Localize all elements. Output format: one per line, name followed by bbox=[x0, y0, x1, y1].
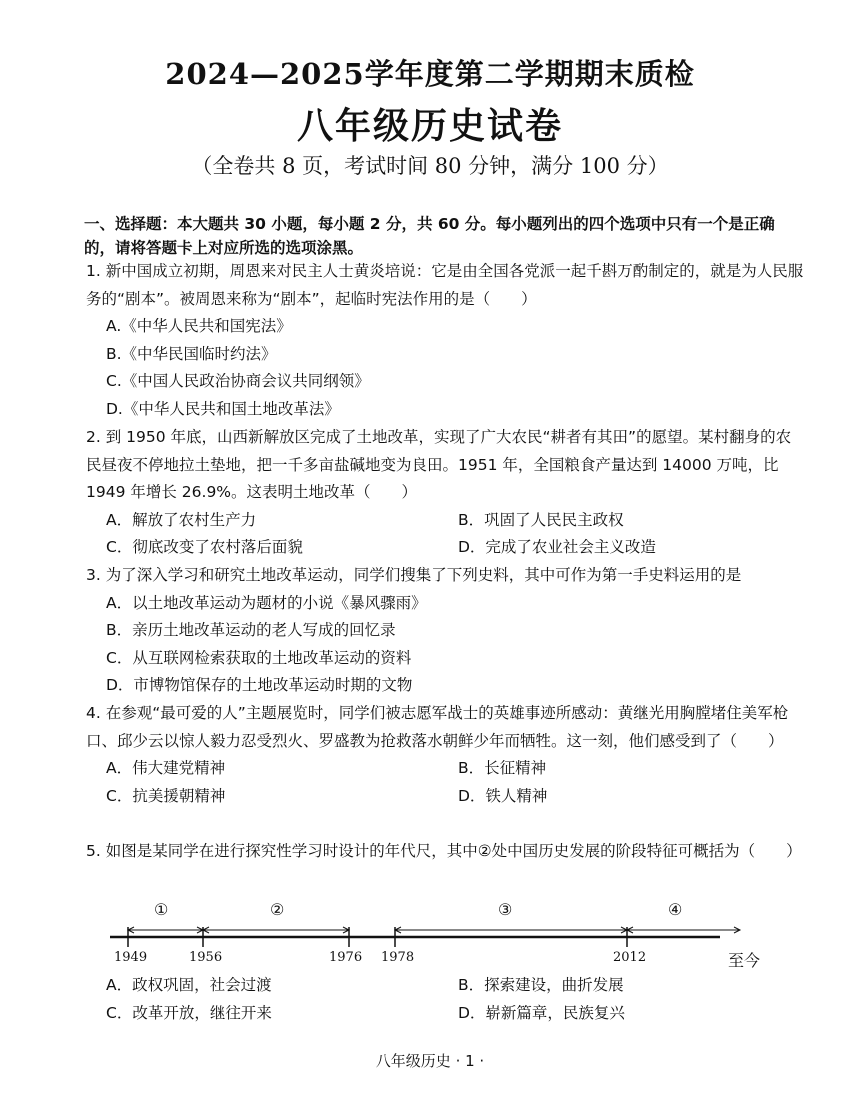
timeline-graphic bbox=[100, 898, 800, 978]
option-b: B.《中华民国临时约法》 bbox=[106, 344, 277, 363]
question-5-options bbox=[86, 972, 806, 1027]
option-a: A.《中华人民共和国宪法》 bbox=[106, 317, 292, 335]
option-c: C．从互联网检索获取的土地改革运动的资料 bbox=[106, 648, 412, 667]
question-4 bbox=[86, 700, 806, 810]
option-b: B．亲历土地改革运动的老人写成的回忆录 bbox=[106, 621, 396, 639]
segment-label-2: ② bbox=[270, 900, 285, 919]
option-c: C．抗美援朝精神 bbox=[106, 786, 226, 805]
segment-label-3: ③ bbox=[498, 900, 513, 919]
option-d: D.《中华人民共和国土地改革法》 bbox=[106, 399, 340, 418]
question-stem: 1. 新中国成立初期，周恩来对民主人士黄炎培说：它是由全国各党派一起千斟万酌制定的，就是为人民服务的“剧本”。被周恩来称为“剧本”，起临时宪法作用的是（ ） bbox=[86, 262, 804, 308]
options-grid bbox=[86, 507, 806, 562]
year-label: 1956 bbox=[189, 950, 223, 965]
exam-term-title: 2024—2025学年度第二学期期末质检 bbox=[165, 57, 695, 91]
options-grid bbox=[86, 972, 806, 1027]
exam-info: （全卷共 8 页，考试时间 80 分钟，满分 100 分） bbox=[191, 154, 669, 178]
section-instructions: 一、选择题：本大题共 30 小题，每小题 2 分，共 60 分。每小题列出的四个选项中只有一个是正确的，请将答题卡上对应所选的选项涂黑。 bbox=[84, 215, 775, 257]
page-footer: 八年级历史 · 1 · bbox=[375, 1052, 485, 1070]
year-label: 1949 bbox=[114, 950, 148, 965]
question-stem: 4. 在参观“最可爱的人”主题展览时，同学们被志愿军战士的英雄事迹所感动：黄继光用胸膛堵住美军枪口、邱少云以惊人毅力忍受烈火、罗盛教为抢救落水朝鲜少年而牺牲。这一刻，他们感受到了（ ） bbox=[86, 704, 789, 750]
exam-subject-title: 八年级历史试卷 bbox=[296, 105, 563, 147]
option-c: C．改革开放，继往开来 bbox=[106, 1003, 272, 1022]
segment-label-4: ④ bbox=[668, 900, 683, 919]
option-b: B．巩固了人民民主政权 bbox=[458, 510, 624, 529]
option-b: B．长征精神 bbox=[458, 759, 547, 777]
question-2 bbox=[86, 424, 806, 562]
question-stem: 2. 到 1950 年底，山西新解放区完成了土地改革，实现了广大农民“耕者有其田”的愿望。某村翻身的农民昼夜不停地拉土垫地，把一千多亩盐碱地变为良田。1951 年，全国粮食产量达到 14000 万吨，比 1949 年增长 26.9%。这表明土地改革（ ） bbox=[86, 428, 792, 501]
option-c: C.《中国人民政治协商会议共同纲领》 bbox=[106, 372, 370, 390]
option-d: D．铁人精神 bbox=[458, 786, 548, 805]
question-stem: 3. 为了深入学习和研究土地改革运动，同学们搜集了下列史料，其中可作为第一手史料运用的是 bbox=[86, 566, 742, 584]
option-b: B．探索建设，曲折发展 bbox=[458, 976, 624, 994]
question-5 bbox=[86, 838, 806, 866]
option-a: A．伟大建党精神 bbox=[106, 759, 226, 777]
year-label: 2012 bbox=[613, 950, 647, 965]
option-c: C．彻底改变了农村落后面貌 bbox=[106, 538, 303, 556]
option-a: A．政权巩固，社会过渡 bbox=[106, 976, 272, 994]
option-a: A．解放了农村生产力 bbox=[106, 510, 257, 529]
question-1 bbox=[86, 258, 806, 423]
segment-label-1: ① bbox=[154, 900, 169, 919]
option-a: A．以土地改革运动为题材的小说《暴风骤雨》 bbox=[106, 593, 427, 612]
year-label: 1978 bbox=[381, 950, 415, 965]
question-stem: 5. 如图是某同学在进行探究性学习时设计的年代尺，其中②处中国历史发展的阶段特征可概括为（ ） bbox=[86, 842, 802, 860]
timeline-ruler bbox=[100, 898, 800, 978]
question-3 bbox=[86, 562, 806, 700]
options-grid bbox=[86, 755, 806, 810]
option-d: D．市博物馆保存的土地改革运动时期的文物 bbox=[106, 676, 413, 694]
option-d: D．崭新篇章，民族复兴 bbox=[458, 1003, 625, 1022]
option-d: D．完成了农业社会主义改造 bbox=[458, 538, 656, 556]
year-label-now: 至今 bbox=[728, 951, 761, 970]
year-label: 1976 bbox=[329, 950, 363, 965]
